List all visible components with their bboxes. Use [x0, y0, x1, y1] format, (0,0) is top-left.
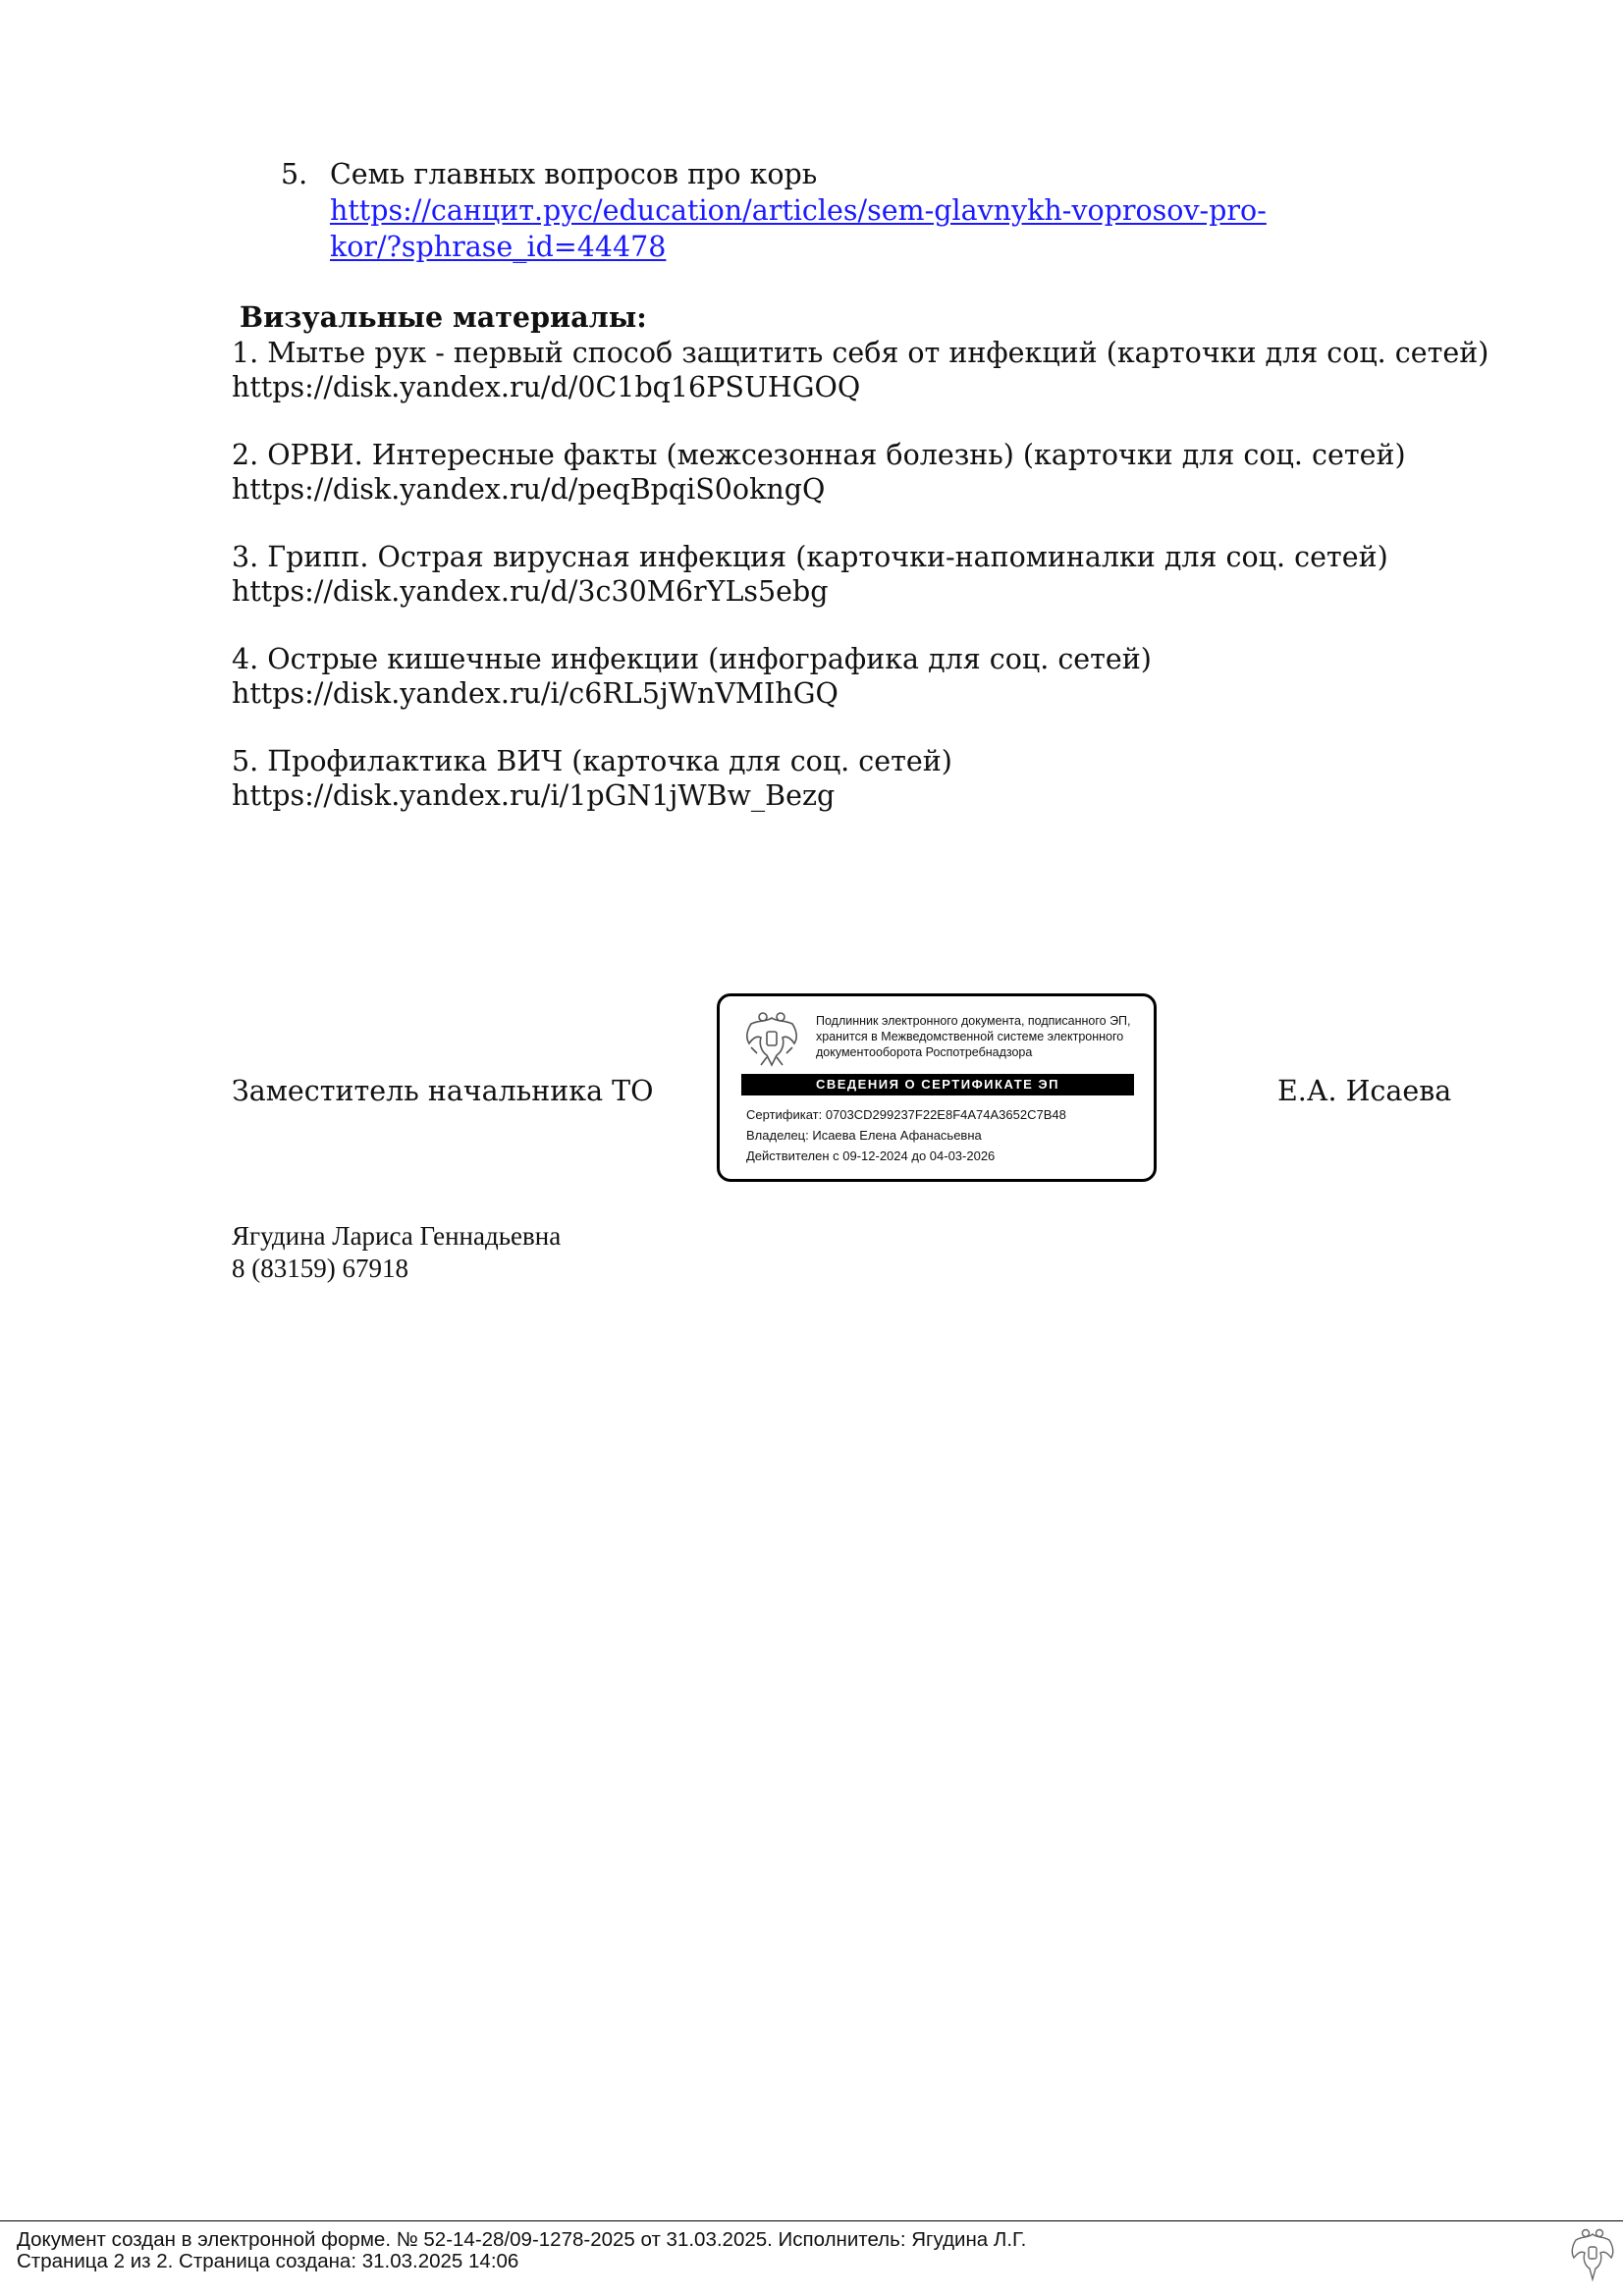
stamp-note-line1: Подлинник электронного документа, подписанного ЭП, [816, 1014, 1131, 1028]
executor-phone: 8 (83159) 67918 [232, 1254, 408, 1283]
signer-position: Заместитель начальника ТО [232, 1075, 654, 1107]
footer-eagle-icon [1565, 2226, 1620, 2283]
material-url-3[interactable]: https://disk.yandex.ru/d/3c30M6rYLs5ebg [232, 575, 829, 608]
stamp-certificate: Сертификат: 0703CD299237F22E8F4A74A3652C7B48 [746, 1107, 1066, 1122]
e-signature-stamp [717, 993, 1157, 1182]
stamp-banner: СВЕДЕНИЯ О СЕРТИФИКАТЕ ЭП [741, 1074, 1134, 1095]
stamp-owner: Владелец: Исаева Елена Афанасьевна [746, 1128, 982, 1143]
section-heading: Визуальные материалы: [240, 300, 647, 334]
material-title-5: 5. Профилактика ВИЧ (карточка для соц. сетей) [232, 745, 952, 777]
material-url-1[interactable]: https://disk.yandex.ru/d/0C1bq16PSUHGOQ [232, 371, 861, 403]
article-link-line1[interactable]: https://санцит.рус/education/articles/sem-glavnykh-voprosov-pro- [330, 194, 1267, 227]
stamp-validity: Действителен с 09-12-2024 до 04-03-2026 [746, 1148, 996, 1163]
stamp-note [816, 1013, 1150, 1060]
stamp-note-line2: хранится в Межведомственной системе электронного [816, 1030, 1124, 1043]
executor-name: Ягудина Лариса Геннадьевна [232, 1221, 562, 1251]
article-link-line2[interactable]: kor/?sphrase_id=44478 [330, 231, 667, 263]
signer-name: Е.А. Исаева [1277, 1075, 1452, 1107]
material-url-4[interactable]: https://disk.yandex.ru/i/c6RL5jWnVMIhGQ [232, 677, 839, 710]
footer-divider [0, 2220, 1623, 2221]
list-item-number: 5. [281, 158, 308, 190]
stamp-note-line3: документооборота Роспотребнадзора [816, 1045, 1033, 1059]
material-url-5[interactable]: https://disk.yandex.ru/i/1pGN1jWBw_Bezg [232, 779, 836, 812]
material-title-4: 4. Острые кишечные инфекции (инфографика для соц. сетей) [232, 643, 1152, 675]
material-title-1: 1. Мытье рук - первый способ защитить себя от инфекций (карточки для соц. сетей) [232, 337, 1489, 369]
material-url-2[interactable]: https://disk.yandex.ru/d/peqBpqiS0okngQ [232, 473, 826, 506]
material-title-3: 3. Грипп. Острая вирусная инфекция (карточки-напоминалки для соц. сетей) [232, 541, 1388, 573]
footer-line2: Страница 2 из 2. Страница создана: 31.03.2025 14:06 [17, 2250, 519, 2272]
footer-line1: Документ создан в электронной форме. № 52-14-28/09-1278-2025 от 31.03.2025. Исполнитель: Ягудина Л.Г. [17, 2228, 1027, 2251]
eagle-emblem-icon [737, 1008, 806, 1069]
material-title-2: 2. ОРВИ. Интересные факты (межсезонная болезнь) (карточки для соц. сетей) [232, 439, 1406, 471]
list-item-title: Семь главных вопросов про корь [330, 158, 818, 190]
